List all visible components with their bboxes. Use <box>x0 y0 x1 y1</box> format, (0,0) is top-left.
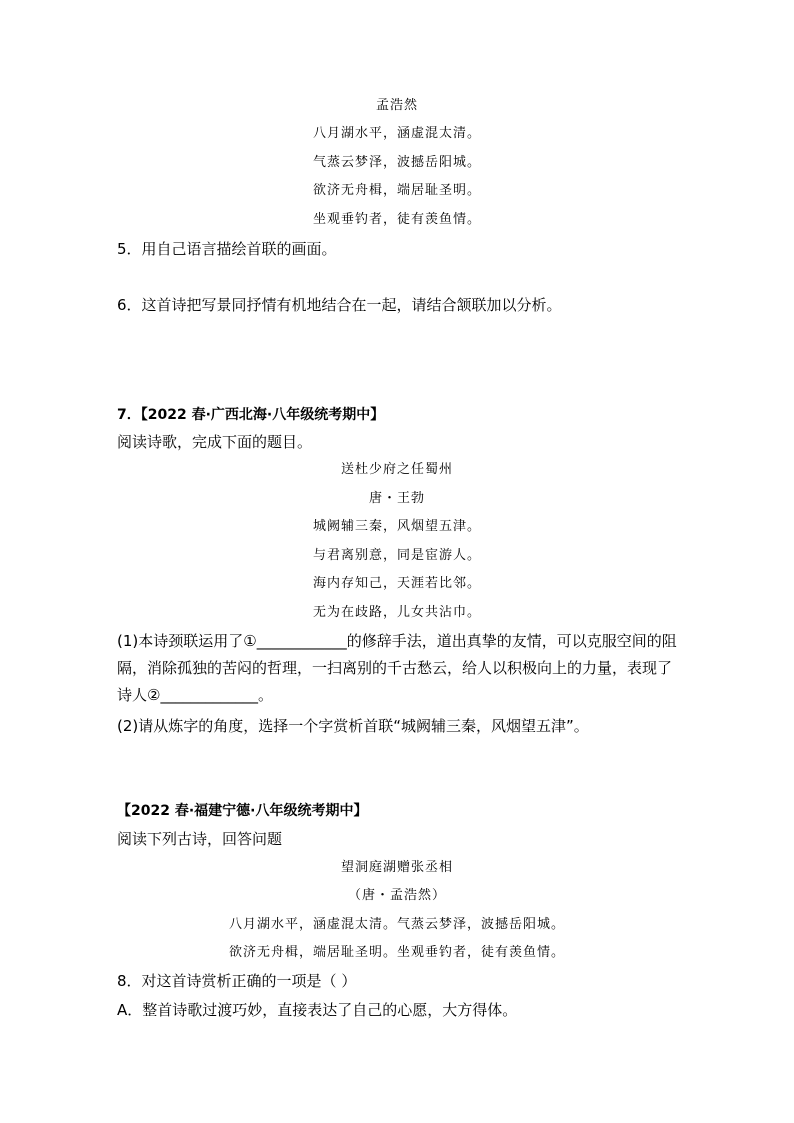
poem-line: 海内存知己，天涯若比邻。 <box>312 576 481 591</box>
poem-title: 望洞庭湖赠张丞相 <box>340 860 453 875</box>
source-heading: 【2022 春·福建宁德·八年级统考期中】 <box>117 803 368 819</box>
poem-line: 无为在歧路，儿女共沾巾。 <box>312 605 481 620</box>
question-8: 8．对这首诗赏析正确的一项是（ ） <box>117 972 357 990</box>
poem-title: 送杜少府之任蜀州 <box>340 462 453 477</box>
poem-line: 八月湖水平，涵虚混太清。 <box>312 126 481 141</box>
question-7-1: (1)本诗颈联运用了①____________的修辞手法，道出真挚的友情，可以克服空间的阻隔，消除孤独的苦闷的哲理，一扫离别的千古愁云，给人以积极向上的力量，表现了诗人②_____________。 <box>117 632 677 704</box>
question-5: 5．用自己语言描绘首联的画面。 <box>117 240 337 258</box>
question-number: 7． <box>117 407 141 423</box>
poem-author: 孟浩然 <box>375 98 418 113</box>
poem-line: 与君离别意，同是宦游人。 <box>312 548 481 563</box>
poem-line: 坐观垂钓者，徒有羡鱼情。 <box>312 212 481 227</box>
poem-line: 气蒸云梦泽，波撼岳阳城。 <box>312 155 481 170</box>
option-a: A．整首诗歌过渡巧妙，直接表达了自己的心愿，大方得体。 <box>117 1001 518 1019</box>
poem-line: 八月湖水平，涵虚混太清。气蒸云梦泽，波撼岳阳城。 <box>228 917 565 932</box>
poem-author: 唐・王勃 <box>368 491 425 506</box>
question-6: 6．这首诗把写景同抒情有机地结合在一起，请结合颔联加以分析。 <box>117 296 562 314</box>
poem-line: 欲济无舟楫，端居耻圣明。坐观垂钓者，徒有羡鱼情。 <box>228 945 565 960</box>
section-heading <box>117 405 384 425</box>
instruction: 阅读下列古诗，回答问题 <box>117 830 283 848</box>
poem-line: 城阙辅三秦，风烟望五津。 <box>312 519 481 534</box>
poem-author: （唐・孟浩然） <box>347 888 446 903</box>
poem-line: 欲济无舟楫，端居耻圣明。 <box>312 183 481 198</box>
question-7-2: (2)请从炼字的角度，选择一个字赏析首联“城阙辅三秦，风烟望五津”。 <box>117 717 589 735</box>
instruction: 阅读诗歌，完成下面的题目。 <box>117 433 313 451</box>
source-heading: 【2022 春·广西北海·八年级统考期中】 <box>140 407 385 423</box>
